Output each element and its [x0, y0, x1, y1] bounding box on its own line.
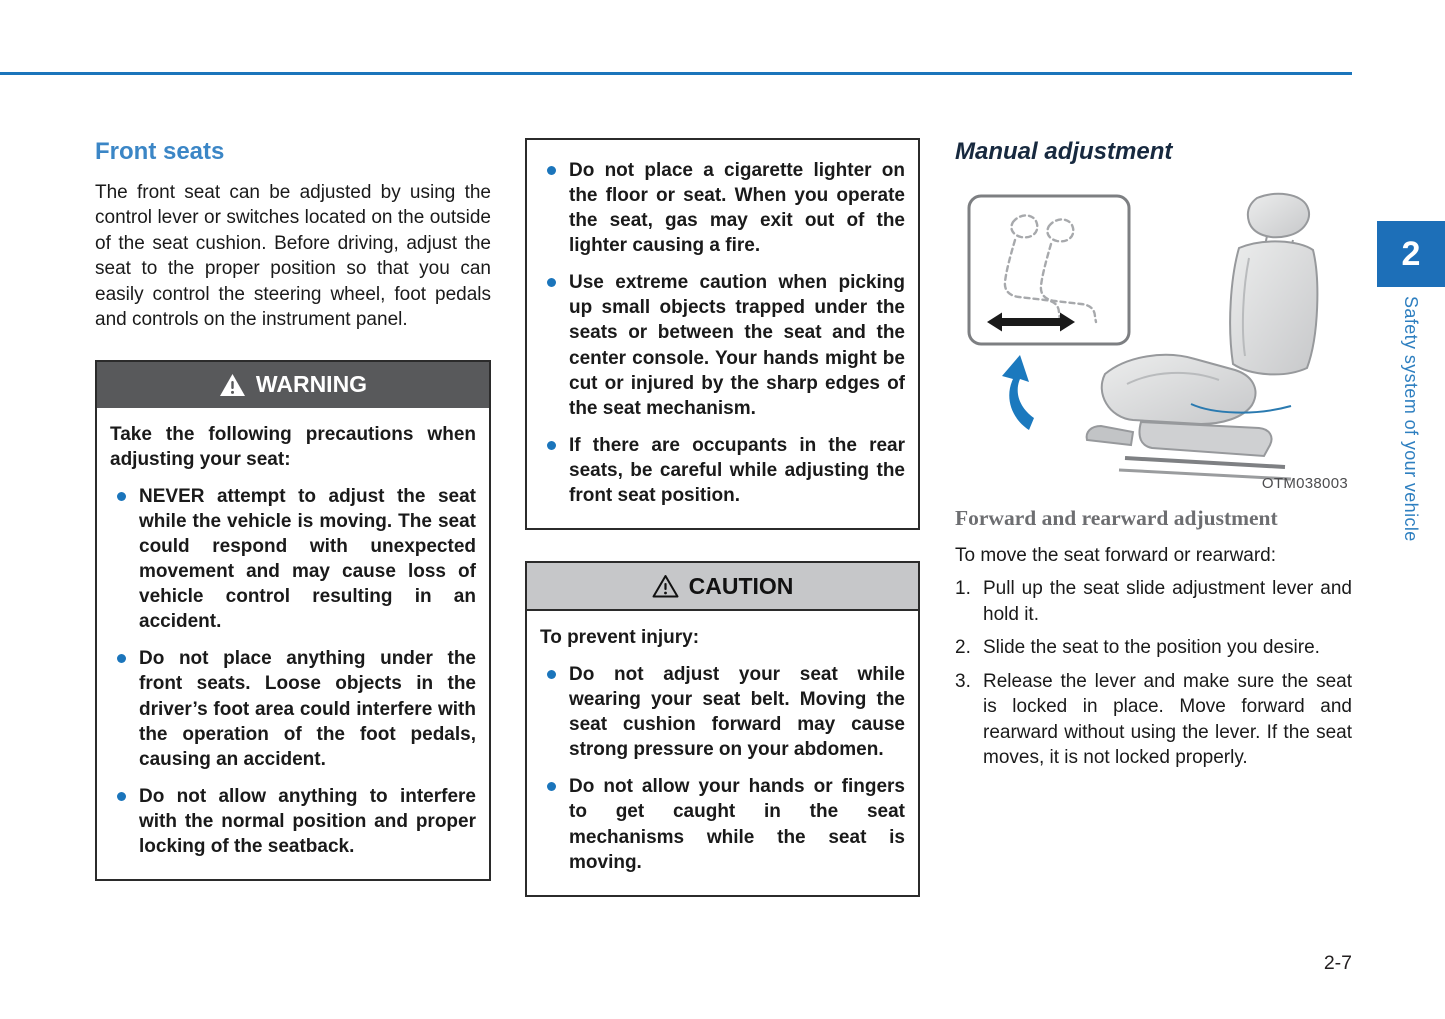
caution-lead: To prevent injury:	[540, 627, 700, 649]
bullet-text: Do not place anything under the front seats. Loose objects in the driver’s foot area could interfere with the operation of the foot pedals, causing an accident.	[139, 648, 476, 770]
bullet-icon	[547, 166, 556, 175]
warning-continuation-box	[525, 138, 920, 530]
warning-icon	[219, 373, 246, 397]
step-number: 2.	[955, 637, 971, 659]
warning-title: WARNING	[255, 371, 368, 398]
lever-arrow-icon	[1002, 355, 1034, 430]
steps-lead: To move the seat forward or rearward:	[955, 545, 1277, 566]
warning-lead: Take the following precautions when adjusting your seat:	[110, 423, 476, 470]
warning-bullet-list	[110, 484, 476, 859]
bullet-item	[540, 270, 905, 420]
bullet-icon	[117, 792, 126, 801]
sidebar-vertical-label: Safety system of your vehicle	[1401, 296, 1421, 542]
warning-continued-bullet-list	[540, 158, 905, 508]
step-item	[955, 669, 1352, 771]
caution-title: CAUTION	[688, 572, 794, 599]
forward-rearward-subheading: Forward and rearward adjustment	[955, 506, 1278, 530]
column-right	[955, 138, 1352, 771]
caution-box	[525, 561, 920, 897]
bullet-text: Do not allow anything to interfere with the normal position and proper locking of the seatback.	[139, 785, 476, 857]
step-item	[955, 576, 1352, 627]
bullet-icon	[117, 492, 126, 501]
column-left	[95, 138, 491, 881]
bullet-item	[540, 158, 905, 258]
bullet-item	[110, 784, 476, 859]
inset-diagram	[969, 196, 1129, 344]
bullet-icon	[547, 782, 556, 791]
column-middle	[525, 138, 920, 897]
bullet-item	[540, 774, 905, 874]
bullet-text: Do not place a cigarette lighter on the floor or seat. When you operate the seat, gas may exit out of the lighter causing a fire.	[569, 160, 905, 257]
step-item	[955, 635, 1352, 660]
manual-adjustment-heading: Manual adjustment	[955, 138, 1173, 165]
step-text: Release the lever and make sure the seat is locked in place. Move forward and rearward without using the lever. If the seat moves, it is not locked properly.	[983, 670, 1352, 769]
steps-list	[955, 576, 1352, 770]
seat-illustration	[955, 182, 1352, 494]
chapter-tab	[1377, 221, 1445, 287]
seat-figure	[955, 182, 1352, 494]
figure-code: OTM038003	[1261, 475, 1348, 492]
bullet-text: Do not allow your hands or fingers to get caught in the seat mechanisms while the seat is moving.	[569, 776, 905, 873]
bullet-item	[110, 646, 476, 771]
intro-paragraph: The front seat can be adjusted by using the control lever or switches located on the outside of the seat cushion. Before driving, adjust the seat to the proper position so that you can easily control the steering wheel, foot pedals and controls on the instrument panel.	[95, 182, 491, 331]
bullet-icon	[547, 670, 556, 679]
bullet-icon	[547, 278, 556, 287]
warning-header	[97, 362, 489, 408]
step-number: 1.	[955, 578, 971, 600]
bullet-item	[110, 484, 476, 634]
bullet-icon	[117, 654, 126, 663]
caution-icon	[652, 574, 679, 598]
bullet-text: NEVER attempt to adjust the seat while the vehicle is moving. The seat could respond with unexpected movement and may cause loss of vehicle control resulting in an accident.	[139, 485, 476, 633]
bullet-text: Use extreme caution when picking up small objects trapped under the seats or between the seat and the center console. Your hands might be cut or injured by the sharp edges of the seat mechanism.	[569, 272, 905, 419]
page-number: 2-7	[1323, 952, 1352, 974]
warning-box	[95, 360, 491, 881]
caution-header	[527, 563, 918, 611]
top-divider	[0, 72, 1352, 75]
bullet-text: Do not adjust your seat while wearing your seat belt. Moving the seat cushion forward may cause strong pressure on your abdomen.	[569, 664, 905, 761]
front-seats-heading: Front seats	[95, 138, 225, 165]
chapter-tab-number: 2	[1401, 234, 1421, 273]
step-text: Slide the seat to the position you desire.	[983, 637, 1320, 659]
bullet-item	[540, 433, 905, 508]
bullet-icon	[547, 441, 556, 450]
step-text: Pull up the seat slide adjustment lever and hold it.	[983, 578, 1352, 625]
step-number: 3.	[955, 670, 971, 692]
bullet-item	[540, 662, 905, 762]
caution-bullet-list	[540, 662, 905, 875]
bullet-text: If there are occupants in the rear seats, be careful while adjusting the front seat position.	[569, 434, 905, 506]
